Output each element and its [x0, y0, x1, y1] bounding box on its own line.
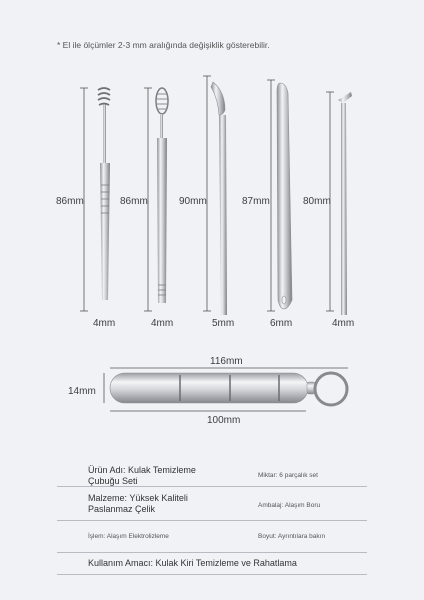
spoon-tool-icon [211, 82, 227, 315]
spec-size: Boyut: Ayrıntılara bakın [258, 533, 326, 540]
spec-material: Malzeme: Yüksek Kaliteli Paslanmaz Çelik [88, 493, 188, 514]
tool-2-width: 4mm [151, 318, 174, 329]
storage-case-icon [110, 373, 347, 405]
case-body-length: 100mm [207, 415, 241, 426]
spec-process: İşlem: Alaşım Elektrolizleme [88, 533, 169, 540]
tool-5-length: 80mm [303, 196, 331, 207]
pick-tool-icon [338, 92, 352, 315]
tool-5-width: 4mm [332, 318, 355, 329]
spec-product-name: Ürün Adı: Kulak Temizleme Çubuğu Seti [88, 465, 196, 486]
divider [57, 552, 367, 553]
tool-4-width: 6mm [270, 318, 293, 329]
tool-4-length: 87mm [242, 196, 270, 207]
spec-packaging: Ambalaj: Alaşım Boru [258, 502, 321, 509]
scoop-tool-icon [277, 83, 292, 309]
divider [57, 574, 367, 575]
tool-3-length: 90mm [179, 196, 207, 207]
tool-1-width: 4mm [93, 318, 116, 329]
case-diameter: 14mm [68, 386, 96, 397]
case-total-length: 116mm [210, 356, 243, 367]
measurement-note: * El ile ölçümler 2-3 mm aralığında değişiklik gösterebilir. [57, 40, 270, 50]
length-line-3 [203, 76, 211, 311]
tool-3-width: 5mm [212, 318, 235, 329]
divider [57, 520, 367, 521]
spec-purpose: Kullanım Amacı: Kulak Kiri Temizleme ve Rahatlama [88, 558, 297, 568]
spiral-tool-icon [98, 88, 110, 300]
tool-2-length: 86mm [120, 196, 148, 207]
coil-tool-icon [156, 88, 168, 303]
tool-1-length: 86mm [56, 196, 84, 207]
spec-quantity: Miktar: 6 parçalık set [258, 472, 318, 479]
